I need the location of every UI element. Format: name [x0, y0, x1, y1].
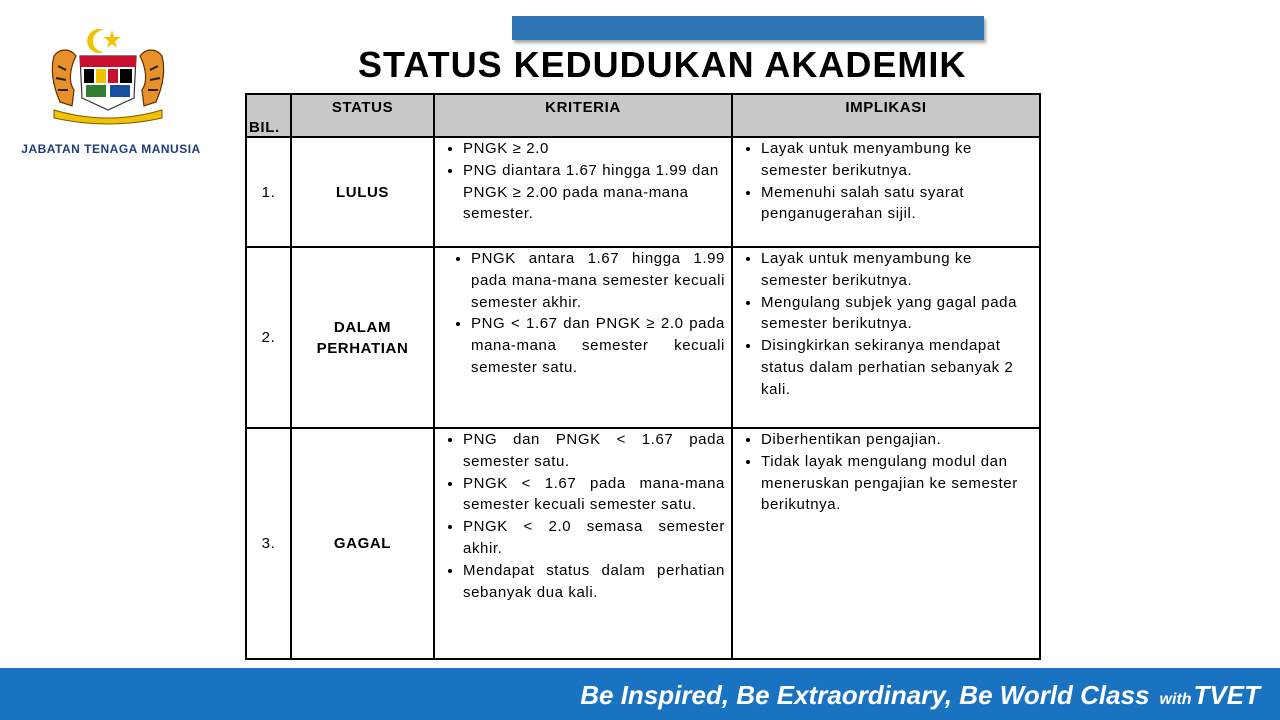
list-item: • PNGK antara 1.67 hingga 1.99 pada mana-mana semester kecuali semester akhir.	[471, 248, 725, 313]
page-title: STATUS KEDUDUKAN AKADEMIK	[358, 44, 967, 85]
list-item: • Mendapat status dalam perhatian sebanyak dua kali.	[463, 560, 725, 604]
list-item: • PNGK ≥ 2.0	[463, 138, 725, 160]
table-row	[246, 247, 1040, 428]
table-row	[246, 137, 1040, 247]
slogan-text: Be Inspired, Be Extraordinary, Be World Class	[580, 680, 1150, 710]
header-kriteria: KRITERIA	[434, 94, 732, 137]
header-status: STATUS	[291, 94, 434, 137]
list-item: • Tidak layak mengulang modul dan meneruskan pengajian ke semester berikutnya.	[761, 451, 1033, 516]
list-item: • PNGK < 2.0 semasa semester akhir.	[463, 516, 725, 560]
list-item: • PNG diantara 1.67 hingga 1.99 dan PNGK ≥ 2.00 pada mana-mana semester.	[463, 160, 725, 225]
row-status: GAGAL	[291, 428, 434, 659]
table-header-row	[246, 94, 1040, 137]
row-number: 2.	[246, 247, 291, 428]
list-item: • Diberhentikan pengajian.	[761, 429, 1033, 451]
slogan-with: with	[1159, 691, 1192, 708]
footer-slogan	[580, 680, 1260, 711]
coat-of-arms-logo	[46, 26, 170, 126]
row-kriteria	[434, 247, 732, 428]
row-kriteria	[434, 137, 732, 247]
list-item: • Layak untuk menyambung ke semester berikutnya.	[761, 138, 1033, 182]
footer-bar	[0, 668, 1280, 720]
list-item: • PNGK < 1.67 pada mana-mana semester kecuali semester satu.	[463, 473, 725, 517]
list-item: • PNG < 1.67 dan PNGK ≥ 2.0 pada mana-mana semester kecuali semester satu.	[471, 313, 725, 378]
list-item: • Disingkirkan sekiranya mendapat status dalam perhatian sebanyak 2 kali.	[761, 335, 1033, 400]
title-accent-bar	[512, 16, 984, 40]
list-item: • Mengulang subjek yang gagal pada semester berikutnya.	[761, 292, 1033, 336]
table-row	[246, 428, 1040, 659]
header-implikasi: IMPLIKASI	[732, 94, 1040, 137]
organization-name: JABATAN TENAGA MANUSIA	[21, 142, 201, 156]
header-bil: BIL.	[246, 94, 291, 137]
slogan-brand: TVET	[1193, 680, 1260, 710]
row-kriteria	[434, 428, 732, 659]
list-item: • Layak untuk menyambung ke semester berikutnya.	[761, 248, 1033, 292]
list-item: • Memenuhi salah satu syarat penganugerahan sijil.	[761, 182, 1033, 226]
row-number: 1.	[246, 137, 291, 247]
row-implikasi	[732, 137, 1040, 247]
row-implikasi	[732, 428, 1040, 659]
row-number: 3.	[246, 428, 291, 659]
row-implikasi	[732, 247, 1040, 428]
row-status: DALAM PERHATIAN	[291, 247, 434, 428]
row-status: LULUS	[291, 137, 434, 247]
academic-status-table	[245, 93, 1041, 660]
list-item: • PNG dan PNGK < 1.67 pada semester satu.	[463, 429, 725, 473]
